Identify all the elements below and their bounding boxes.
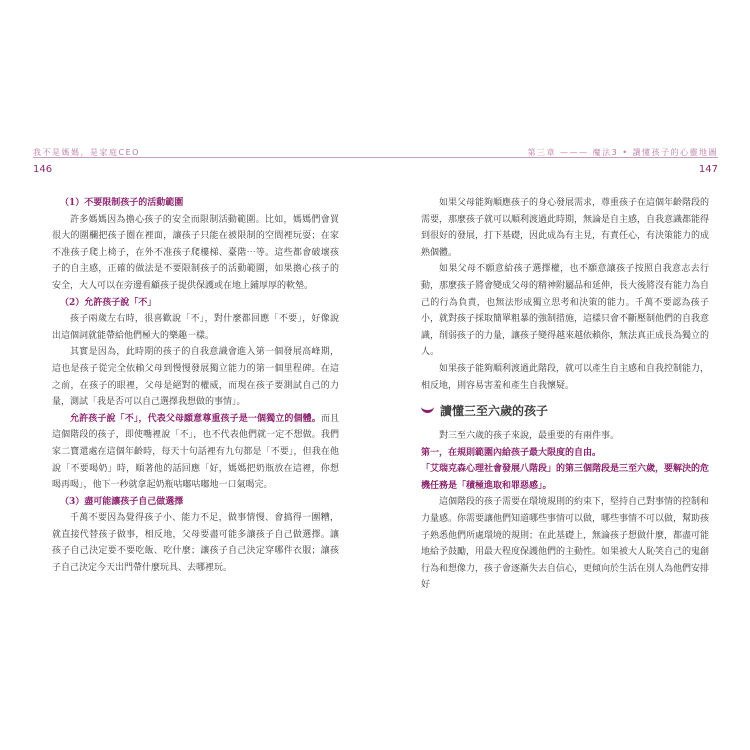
header-rule [375,157,718,158]
paragraph: 許多媽媽因為擔心孩子的安全而限制活動範圍。比如，媽媽們會買很大的圍欄把孩子圈在裡面，讓孩子只能在被限制的空間裡玩耍；在家不准孩子爬上椅子，在外不准孩子爬樓梯、臺階⋯等。這些都會破壞孩子的自主感，正確的做法是不要限制孩子的活動範圍，如果擔心孩子的安全，大人可以在旁邊看顧孩子提供保護或在地上鋪厚厚的軟墊。 [52,214,339,291]
paragraph [52,411,339,494]
subheading: （1）不要限制孩子的活動範圍 [60,198,184,208]
right-page [375,0,750,750]
subheading: （3）盡可能讓孩子自己做選擇 [60,496,184,507]
running-head: 第三章 ——— 魔法3 • 讀懂孩子的心靈地圖 [527,148,718,157]
paragraph: 這個階段的孩子需要在環境規則的約束下，堅持自己對事情的控制和力量感。你需要讓他們知道哪些事情可以做，哪些事情不可以做，幫助孩子熟悉他們所處環境的規則；在此基礎上，無論孩子想做什麼，都盡可能地給予鼓勵，用最大程度保護他們的主動性。如果被大人恥笑自己的鬼創行為和想像力，孩子會逐漸失去自信心，更傾向於生活在別人為他們安排好 [421,497,710,591]
emphasis-paragraph: 「艾瑞克森心理社會發展八階段」的第三個階段是三至六歲，要解決的危機任務是「積極進取和罪惡感」。 [421,464,710,491]
paragraph: 千萬不要因為覺得孩子小、能力不足，做事情慢、會搞得一團糟，就直接代替孩子做事，相反地，父母要盡可能多讓孩子自己做選擇。讓孩子自己決定要不要吃飯、吃什麼；讓孩子自己決定穿哪件衣服；讓孩子自己決定今天出門帶什麼玩具、去哪裡玩。 [52,513,339,574]
paragraph: 如果孩子能夠順利渡過此階段，就可以產生自主感和自我控制能力，相反地，則容易害羞和產生自我懷疑。 [421,363,710,391]
paragraph: 孩子兩歲左右時，很喜歡說「不」，對什麼都回應「不要」，好像說出這個詞就能帶給他們極大的樂趣一樣。 [52,314,339,341]
paragraph-text: 而且這個階段的孩子，即使嘴裡說「不」，也不代表他們就一定不想做。我們家二寶還處在這個年齡時，每天十句話裡有九句都是「不要」，但我在他說「不要喝奶」時，順著他的話回應「好，媽媽把奶瓶放在這裡，你想喝再喝」，他下一秒就拿起奶瓶咕嘟咕嘟地一口氣喝完。 [52,413,339,491]
body-text [421,428,709,594]
paragraph: 如果父母能夠順應孩子的身心發展需求，尊重孩子在這個年齡階段的需要，那麼孩子就可以順利渡過此時期，無論是自主感，自我意識都能得到很好的發展，打下基礎，因此成為有主見，有責任心，有決策能力的成熟個體。 [421,198,710,258]
page-number: 146 [33,164,53,175]
emphasis-paragraph: 第一，在規則範圍內給孩子最大限度的自由。 [421,447,602,458]
body-text [421,195,709,394]
emphasis-text: 允許孩子說「不」，代表父母願意尊重孩子是一個獨立的個體。 [70,413,321,424]
page-number: 147 [698,164,718,175]
section-title [421,402,548,419]
header-rule [33,157,375,158]
section-bullet-icon [421,403,434,413]
section-title-text: 讀懂三至六歲的孩子 [440,404,549,418]
subheading: （2）允許孩子說「不」 [60,297,157,308]
paragraph: 如果父母不願意給孩子選擇權，也不願意讓孩子按照自我意志去行動，那麼孩子將會變成父母的精神附屬品和延伸，長大後將沒有能力為自己的行為負責，也無法形成獨立思考和決策的能力。千萬不要認為孩子小，就對孩子採取簡單粗暴的強制措施，這樣只會不斷壓制他們的自我意識，削弱孩子的力量，讓孩子變得越來越依賴你，無法真正成長為獨立的人。 [421,264,710,358]
body-text [52,195,339,577]
paragraph: 對三至六歲的孩子來說，最重要的有兩件事。 [439,431,620,441]
paragraph: 其實是因為，此時期的孩子的自我意識會進入第一個發展高峰期，這也是孩子從完全依賴父母到慢慢發展獨立能力的第一個里程碑。在這之前，在孩子的眼裡，父母是絕對的權威，而現在孩子要測試自己的力量，測試「我是否可以自己選擇我想做的事情」。 [52,347,339,408]
running-head: 我不是媽媽，是家庭CEO [33,148,140,157]
